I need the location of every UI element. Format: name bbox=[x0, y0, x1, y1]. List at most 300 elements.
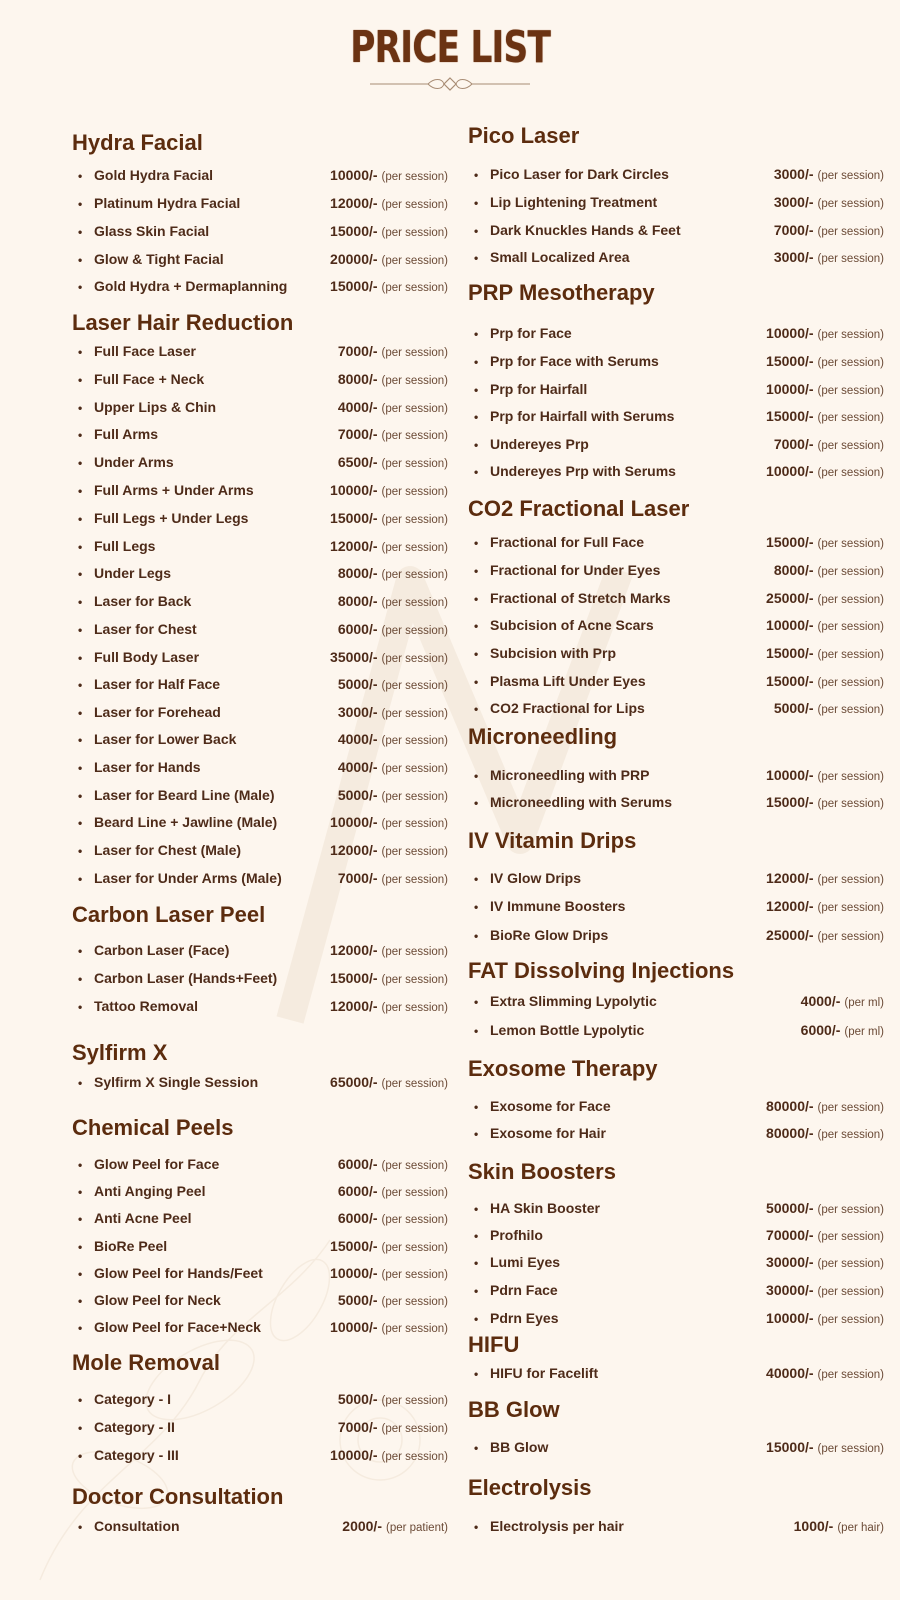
price-item bbox=[78, 997, 448, 1017]
item-price: 8000/- bbox=[337, 593, 378, 609]
item-unit: (per session) bbox=[381, 569, 448, 581]
bullet-icon: • bbox=[78, 678, 83, 692]
price-item bbox=[474, 462, 884, 482]
item-name: BioRe Peel bbox=[94, 1238, 168, 1254]
bullet-icon: • bbox=[78, 623, 83, 637]
item-price: 5000/- bbox=[337, 787, 378, 803]
item-price: 2000/- bbox=[342, 1518, 382, 1534]
bullet-icon: • bbox=[78, 253, 83, 267]
bullet-icon: • bbox=[78, 1185, 83, 1199]
item-name: Glow Peel for Hands/Feet bbox=[94, 1265, 263, 1281]
bullet-icon: • bbox=[78, 706, 83, 720]
item-name: Prp for Hairfall with Serums bbox=[490, 408, 675, 424]
item-unit: (per session) bbox=[381, 1002, 448, 1014]
bullet-icon: • bbox=[474, 929, 479, 943]
price-item bbox=[474, 165, 884, 185]
item-price: 12000/- bbox=[330, 942, 378, 958]
item-price: 3000/- bbox=[773, 249, 814, 265]
item-name: Gold Hydra + Dermaplanning bbox=[94, 278, 288, 294]
bullet-icon: • bbox=[474, 702, 479, 716]
price-item bbox=[474, 926, 884, 946]
item-name: Sylfirm X Single Session bbox=[94, 1074, 259, 1090]
price-item bbox=[78, 1073, 448, 1093]
price-item bbox=[78, 1155, 448, 1175]
item-unit: (per session) bbox=[381, 1160, 448, 1172]
item-price: 15000/- bbox=[766, 1439, 814, 1455]
bullet-icon: • bbox=[78, 733, 83, 747]
item-unit: (per session) bbox=[381, 375, 448, 387]
section-title: Carbon Laser Peel bbox=[72, 902, 266, 927]
item-name: Under Legs bbox=[94, 565, 172, 581]
item-price: 10000/- bbox=[766, 463, 814, 479]
item-price: 8000/- bbox=[337, 565, 378, 581]
price-item bbox=[474, 533, 884, 553]
item-unit: (per session) bbox=[817, 329, 884, 341]
price-item bbox=[78, 1318, 448, 1338]
item-price: 15000/- bbox=[766, 408, 814, 424]
price-item bbox=[78, 481, 448, 501]
bullet-icon: • bbox=[474, 900, 479, 914]
item-price: 3000/- bbox=[773, 194, 814, 210]
item-unit: (per session) bbox=[381, 171, 448, 183]
item-price: 5000/- bbox=[337, 1391, 378, 1407]
item-price: 12000/- bbox=[766, 870, 814, 886]
section-title: Sylfirm X bbox=[72, 1040, 168, 1065]
item-name: Lumi Eyes bbox=[490, 1254, 561, 1270]
item-unit: (per session) bbox=[381, 1395, 448, 1407]
bullet-icon: • bbox=[474, 1202, 479, 1216]
bullet-icon: • bbox=[474, 536, 479, 550]
price-item bbox=[78, 398, 448, 418]
price-item bbox=[474, 380, 884, 400]
price-item bbox=[78, 730, 448, 750]
item-unit: (per session) bbox=[381, 347, 448, 359]
bullet-icon: • bbox=[474, 995, 479, 1009]
item-name: Exosome for Hair bbox=[490, 1125, 606, 1141]
item-unit: (per session) bbox=[381, 763, 448, 775]
price-item bbox=[78, 703, 448, 723]
bullet-icon: • bbox=[78, 456, 83, 470]
item-price: 6000/- bbox=[337, 621, 378, 637]
bullet-icon: • bbox=[78, 1158, 83, 1172]
item-name: Prp for Face bbox=[490, 325, 572, 341]
price-item bbox=[78, 425, 448, 445]
item-name: BB Glow bbox=[490, 1439, 549, 1455]
item-price: 10000/- bbox=[766, 381, 814, 397]
item-unit: (per session) bbox=[817, 902, 884, 914]
item-name: Laser for Half Face bbox=[94, 676, 221, 692]
item-name: Full Legs bbox=[94, 538, 156, 554]
item-price: 15000/- bbox=[330, 223, 378, 239]
price-item bbox=[474, 589, 884, 609]
page-title: PRICE LIST bbox=[350, 22, 550, 73]
section-title: Mole Removal bbox=[72, 1350, 220, 1375]
bullet-icon: • bbox=[474, 592, 479, 606]
price-item bbox=[474, 1281, 884, 1301]
item-unit: (per session) bbox=[817, 1286, 884, 1298]
bullet-icon: • bbox=[474, 1024, 479, 1038]
bullet-icon: • bbox=[474, 465, 479, 479]
bullet-icon: • bbox=[78, 197, 83, 211]
price-item bbox=[474, 1517, 884, 1537]
item-unit: (per session) bbox=[381, 597, 448, 609]
bullet-icon: • bbox=[78, 1000, 83, 1014]
bullet-icon: • bbox=[78, 1421, 83, 1435]
item-unit: (per session) bbox=[381, 542, 448, 554]
item-price: 70000/- bbox=[766, 1227, 814, 1243]
item-unit: (per session) bbox=[817, 566, 884, 578]
price-item bbox=[474, 352, 884, 372]
item-name: Under Arms bbox=[94, 454, 174, 470]
price-item bbox=[474, 1309, 884, 1329]
item-price: 3000/- bbox=[773, 166, 814, 182]
price-item bbox=[474, 248, 884, 268]
item-unit: (per session) bbox=[817, 594, 884, 606]
price-item bbox=[78, 1390, 448, 1410]
section-title: Doctor Consultation bbox=[72, 1484, 284, 1509]
item-name: Category - III bbox=[94, 1447, 179, 1463]
item-name: Pico Laser for Dark Circles bbox=[490, 166, 669, 182]
item-unit: (per session) bbox=[381, 486, 448, 498]
item-price: 12000/- bbox=[330, 842, 378, 858]
item-name: Plasma Lift Under Eyes bbox=[490, 673, 646, 689]
price-item bbox=[78, 537, 448, 557]
item-name: Profhilo bbox=[490, 1227, 543, 1243]
item-price: 40000/- bbox=[766, 1365, 814, 1381]
price-item bbox=[78, 592, 448, 612]
bullet-icon: • bbox=[78, 567, 83, 581]
item-price: 50000/- bbox=[766, 1200, 814, 1216]
section-title: IV Vitamin Drips bbox=[468, 828, 637, 853]
item-price: 15000/- bbox=[330, 970, 378, 986]
item-name: Beard Line + Jawline (Male) bbox=[94, 814, 278, 830]
section-title: PRP Mesotherapy bbox=[468, 280, 655, 305]
item-price: 25000/- bbox=[766, 590, 814, 606]
item-unit: (per session) bbox=[381, 1078, 448, 1090]
item-name: Tattoo Removal bbox=[94, 998, 198, 1014]
item-price: 8000/- bbox=[337, 371, 378, 387]
price-item bbox=[78, 786, 448, 806]
price-item bbox=[78, 509, 448, 529]
bullet-icon: • bbox=[78, 484, 83, 498]
bullet-icon: • bbox=[78, 595, 83, 609]
item-name: Pdrn Face bbox=[490, 1282, 558, 1298]
item-price: 15000/- bbox=[766, 534, 814, 550]
price-item bbox=[474, 1124, 884, 1144]
item-unit: (per session) bbox=[381, 514, 448, 526]
section-title: Hydra Facial bbox=[72, 130, 203, 155]
item-name: IV Glow Drips bbox=[490, 870, 582, 886]
item-unit: (per session) bbox=[381, 680, 448, 692]
item-unit: (per patient) bbox=[385, 1522, 448, 1534]
item-name: Full Arms + Under Arms bbox=[94, 482, 254, 498]
price-item bbox=[78, 194, 448, 214]
bullet-icon: • bbox=[78, 972, 83, 986]
item-name: Glow Peel for Face+Neck bbox=[94, 1319, 261, 1335]
bullet-icon: • bbox=[78, 540, 83, 554]
item-price: 80000/- bbox=[766, 1125, 814, 1141]
section-title: Electrolysis bbox=[468, 1475, 592, 1500]
bullet-icon: • bbox=[474, 1229, 479, 1243]
item-name: Laser for Chest bbox=[94, 621, 197, 637]
bullet-icon: • bbox=[78, 1321, 83, 1335]
item-name: Full Face Laser bbox=[94, 343, 196, 359]
item-name: Undereyes Prp bbox=[490, 436, 589, 452]
price-item bbox=[78, 342, 448, 362]
item-name: Laser for Hands bbox=[94, 759, 201, 775]
bullet-icon: • bbox=[474, 1520, 479, 1534]
item-price: 8000/- bbox=[773, 562, 814, 578]
price-item bbox=[474, 699, 884, 719]
item-price: 5000/- bbox=[337, 1292, 378, 1308]
bullet-icon: • bbox=[78, 225, 83, 239]
price-item bbox=[78, 1264, 448, 1284]
item-price: 6000/- bbox=[337, 1156, 378, 1172]
bullet-icon: • bbox=[474, 1367, 479, 1381]
bullet-icon: • bbox=[474, 168, 479, 182]
section-title: Exosome Therapy bbox=[468, 1056, 658, 1081]
bullet-icon: • bbox=[78, 816, 83, 830]
item-name: Platinum Hydra Facial bbox=[94, 195, 241, 211]
bullet-icon: • bbox=[474, 251, 479, 265]
bullet-icon: • bbox=[78, 1240, 83, 1254]
price-item bbox=[474, 1226, 884, 1246]
item-name: Full Face + Neck bbox=[94, 371, 205, 387]
item-name: Full Body Laser bbox=[94, 649, 200, 665]
item-unit: (per session) bbox=[381, 199, 448, 211]
item-unit: (per session) bbox=[381, 1296, 448, 1308]
item-unit: (per session) bbox=[381, 1187, 448, 1199]
item-price: 30000/- bbox=[766, 1282, 814, 1298]
price-item bbox=[474, 1021, 884, 1041]
price-item bbox=[474, 644, 884, 664]
bullet-icon: • bbox=[78, 789, 83, 803]
price-item bbox=[474, 869, 884, 889]
item-price: 10000/- bbox=[766, 325, 814, 341]
item-name: Full Legs + Under Legs bbox=[94, 510, 249, 526]
item-name: Glow Peel for Neck bbox=[94, 1292, 221, 1308]
item-unit: (per session) bbox=[381, 874, 448, 886]
bullet-icon: • bbox=[78, 1449, 83, 1463]
price-item bbox=[78, 370, 448, 390]
item-price: 6000/- bbox=[800, 1022, 841, 1038]
item-unit: (per session) bbox=[381, 458, 448, 470]
item-unit: (per session) bbox=[381, 818, 448, 830]
item-unit: (per session) bbox=[817, 467, 884, 479]
bullet-icon: • bbox=[474, 196, 479, 210]
item-unit: (per session) bbox=[817, 440, 884, 452]
item-name: Laser for Lower Back bbox=[94, 731, 237, 747]
price-item bbox=[474, 766, 884, 786]
price-item bbox=[78, 758, 448, 778]
item-name: Microneedling with Serums bbox=[490, 794, 673, 810]
bullet-icon: • bbox=[474, 647, 479, 661]
item-unit: (per session) bbox=[817, 385, 884, 397]
item-name: Exosome for Face bbox=[490, 1098, 611, 1114]
item-name: Extra Slimming Lypolytic bbox=[490, 993, 657, 1009]
item-unit: (per session) bbox=[381, 625, 448, 637]
price-item bbox=[474, 1097, 884, 1117]
item-unit: (per session) bbox=[381, 974, 448, 986]
item-price: 4000/- bbox=[337, 731, 378, 747]
bullet-icon: • bbox=[78, 872, 83, 886]
bullet-icon: • bbox=[474, 564, 479, 578]
item-name: Glow Peel for Face bbox=[94, 1156, 220, 1172]
bullet-icon: • bbox=[78, 169, 83, 183]
price-item bbox=[78, 166, 448, 186]
item-unit: (per session) bbox=[381, 1269, 448, 1281]
item-name: Glass Skin Facial bbox=[94, 223, 210, 239]
item-price: 10000/- bbox=[330, 1265, 378, 1281]
item-price: 4000/- bbox=[800, 993, 841, 1009]
item-name: Small Localized Area bbox=[490, 249, 630, 265]
item-unit: (per session) bbox=[381, 1323, 448, 1335]
item-unit: (per session) bbox=[381, 1242, 448, 1254]
price-item bbox=[78, 869, 448, 889]
bullet-icon: • bbox=[474, 675, 479, 689]
bullet-icon: • bbox=[474, 1284, 479, 1298]
item-name: Subcision with Prp bbox=[490, 645, 617, 661]
item-price: 5000/- bbox=[337, 676, 378, 692]
bullet-icon: • bbox=[78, 373, 83, 387]
price-item bbox=[78, 813, 448, 833]
price-item bbox=[78, 222, 448, 242]
bullet-icon: • bbox=[474, 327, 479, 341]
item-name: Subcision of Acne Scars bbox=[490, 617, 654, 633]
item-unit: (per ml) bbox=[844, 1026, 884, 1038]
item-name: Prp for Face with Serums bbox=[490, 353, 659, 369]
price-item bbox=[78, 648, 448, 668]
item-price: 15000/- bbox=[330, 510, 378, 526]
price-item bbox=[78, 277, 448, 297]
section-title: Microneedling bbox=[468, 724, 618, 749]
item-unit: (per session) bbox=[817, 1369, 884, 1381]
bullet-icon: • bbox=[78, 1294, 83, 1308]
bullet-icon: • bbox=[78, 401, 83, 415]
item-unit: (per session) bbox=[381, 735, 448, 747]
item-price: 6000/- bbox=[337, 1210, 378, 1226]
item-unit: (per session) bbox=[817, 226, 884, 238]
item-unit: (per session) bbox=[817, 1443, 884, 1455]
price-item bbox=[474, 324, 884, 344]
item-name: Gold Hydra Facial bbox=[94, 167, 214, 183]
item-price: 10000/- bbox=[330, 814, 378, 830]
item-unit: (per session) bbox=[817, 1129, 884, 1141]
item-price: 7000/- bbox=[773, 436, 814, 452]
item-unit: (per session) bbox=[381, 708, 448, 720]
bullet-icon: • bbox=[78, 345, 83, 359]
item-unit: (per session) bbox=[817, 538, 884, 550]
item-name: Laser for Chest (Male) bbox=[94, 842, 242, 858]
price-item bbox=[78, 1209, 448, 1229]
section-title: HIFU bbox=[468, 1332, 520, 1357]
item-unit: (per ml) bbox=[844, 997, 884, 1009]
item-price: 7000/- bbox=[337, 1419, 378, 1435]
item-price: 10000/- bbox=[330, 167, 378, 183]
price-item bbox=[78, 1446, 448, 1466]
bullet-icon: • bbox=[474, 872, 479, 886]
bullet-icon: • bbox=[474, 769, 479, 783]
item-name: Consultation bbox=[94, 1518, 180, 1534]
item-price: 15000/- bbox=[766, 794, 814, 810]
item-name: HIFU for Facelift bbox=[490, 1365, 599, 1381]
bullet-icon: • bbox=[474, 1312, 479, 1326]
item-unit: (per session) bbox=[817, 677, 884, 689]
price-item bbox=[78, 1182, 448, 1202]
bullet-icon: • bbox=[474, 1441, 479, 1455]
item-unit: (per session) bbox=[817, 1102, 884, 1114]
bullet-icon: • bbox=[474, 383, 479, 397]
bullet-icon: • bbox=[78, 761, 83, 775]
bullet-icon: • bbox=[474, 224, 479, 238]
item-name: HA Skin Booster bbox=[490, 1200, 600, 1216]
item-price: 7000/- bbox=[337, 870, 378, 886]
section-title: FAT Dissolving Injections bbox=[468, 958, 735, 983]
bullet-icon: • bbox=[78, 428, 83, 442]
item-name: IV Immune Boosters bbox=[490, 898, 626, 914]
item-unit: (per session) bbox=[817, 931, 884, 943]
item-unit: (per session) bbox=[381, 653, 448, 665]
item-price: 10000/- bbox=[766, 1310, 814, 1326]
bullet-icon: • bbox=[78, 944, 83, 958]
item-name: Fractional for Full Face bbox=[490, 534, 645, 550]
item-unit: (per session) bbox=[381, 1214, 448, 1226]
item-unit: (per session) bbox=[381, 1423, 448, 1435]
item-name: Pdrn Eyes bbox=[490, 1310, 559, 1326]
item-unit: (per session) bbox=[817, 412, 884, 424]
item-price: 10000/- bbox=[330, 482, 378, 498]
bullet-icon: • bbox=[78, 844, 83, 858]
price-item bbox=[78, 1291, 448, 1311]
item-price: 20000/- bbox=[330, 251, 378, 267]
section-title: Pico Laser bbox=[468, 123, 580, 148]
item-price: 12000/- bbox=[330, 538, 378, 554]
item-price: 12000/- bbox=[330, 998, 378, 1014]
price-item bbox=[78, 620, 448, 640]
item-price: 10000/- bbox=[766, 617, 814, 633]
item-name: Upper Lips & Chin bbox=[94, 399, 217, 415]
item-name: Anti Acne Peel bbox=[94, 1210, 192, 1226]
price-item bbox=[78, 841, 448, 861]
price-item bbox=[474, 616, 884, 636]
section-title: BB Glow bbox=[468, 1397, 560, 1422]
item-name: Laser for Under Arms (Male) bbox=[94, 870, 282, 886]
bullet-icon: • bbox=[78, 1393, 83, 1407]
item-name: Undereyes Prp with Serums bbox=[490, 463, 676, 479]
price-item bbox=[474, 407, 884, 427]
item-unit: (per session) bbox=[817, 874, 884, 886]
price-item bbox=[474, 897, 884, 917]
item-unit: (per session) bbox=[817, 357, 884, 369]
bullet-icon: • bbox=[78, 1076, 83, 1090]
item-price: 15000/- bbox=[330, 278, 378, 294]
bullet-icon: • bbox=[78, 512, 83, 526]
right-price-column bbox=[450, 0, 900, 1600]
price-item bbox=[474, 193, 884, 213]
item-price: 80000/- bbox=[766, 1098, 814, 1114]
price-item bbox=[78, 941, 448, 961]
price-item bbox=[474, 435, 884, 455]
item-price: 15000/- bbox=[766, 353, 814, 369]
bullet-icon: • bbox=[78, 651, 83, 665]
item-name: Lip Lightening Treatment bbox=[490, 194, 658, 210]
item-unit: (per session) bbox=[381, 846, 448, 858]
item-price: 15000/- bbox=[766, 673, 814, 689]
bullet-icon: • bbox=[474, 619, 479, 633]
item-price: 15000/- bbox=[766, 645, 814, 661]
item-price: 35000/- bbox=[330, 649, 378, 665]
item-unit: (per session) bbox=[381, 791, 448, 803]
